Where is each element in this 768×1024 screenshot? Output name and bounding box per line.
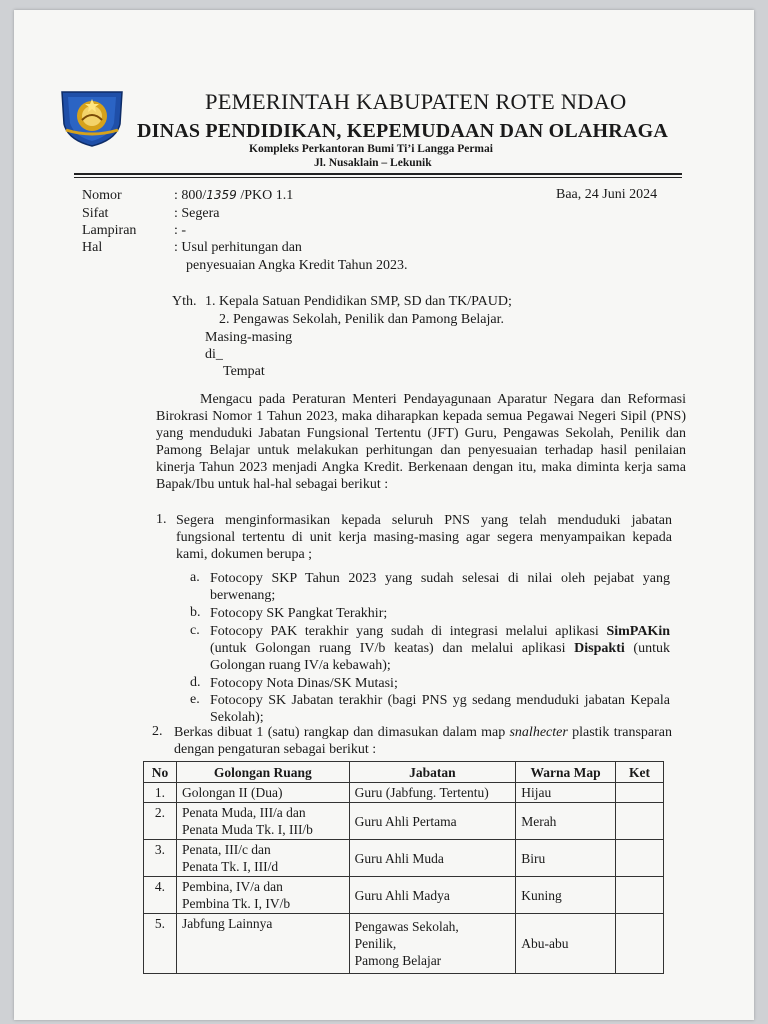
point-2-text — [174, 724, 672, 758]
table-row — [144, 914, 664, 974]
cell-ket — [616, 803, 664, 840]
cell-golongan-line-2: Pembina Tk. I, IV/b — [181, 896, 291, 911]
subitem-c-letter: c. — [190, 623, 200, 638]
hal-value-2: penyesuaian Angka Kredit Tahun 2023. — [186, 258, 408, 273]
cell-golongan — [176, 877, 349, 914]
cell-ket — [616, 840, 664, 877]
cell-no: 1. — [144, 783, 177, 803]
table-row — [144, 877, 664, 914]
cell-ket — [616, 914, 664, 974]
cell-golongan — [176, 840, 349, 877]
recipient-3: Masing-masing — [205, 330, 293, 345]
subitem-d-letter: d. — [190, 675, 201, 690]
table-row — [144, 803, 664, 840]
subitem-c-part-3: (untuk Golongan ruang IV/a kebawah); — [210, 641, 670, 673]
place-date: Baa, 24 Juni 2024 — [556, 187, 658, 202]
subitem-a-text: Fotocopy SKP Tahun 2023 yang sudah selesai di nilai oleh pejabat yang berwenang; — [210, 571, 670, 603]
cell-golongan-line-1: Pembina, IV/a dan — [181, 879, 283, 894]
cell-golongan-line-2: Penata Tk. I, III/d — [181, 859, 279, 874]
subitem-b-letter: b. — [190, 605, 201, 620]
yth-label: Yth. — [172, 294, 197, 309]
header-government: PEMERINTAH KABUPATEN ROTE NDAO — [205, 89, 627, 114]
cell-jabatan — [349, 914, 516, 974]
cell-golongan — [176, 803, 349, 840]
dispakti-app-name: Dispakti — [574, 641, 625, 656]
cell-golongan: Jabfung Lainnya — [176, 914, 349, 974]
cell-jabatan: Guru (Jabfung. Tertentu) — [349, 783, 516, 803]
cell-jabatan-line-3: Pamong Belajar — [354, 953, 442, 968]
cell-golongan-line-1: Penata Muda, III/a dan — [181, 805, 306, 820]
subitem-d-text: Fotocopy Nota Dinas/SK Mutasi; — [210, 676, 398, 691]
col-header-golongan: Golongan Ruang — [176, 762, 349, 783]
col-header-jabatan: Jabatan — [349, 762, 516, 783]
header-rule-thin — [74, 177, 682, 178]
nomor-label: Nomor — [82, 188, 122, 203]
recipient-4: di_ — [205, 347, 223, 362]
col-header-warna: Warna Map — [516, 762, 616, 783]
subitem-c-text — [210, 623, 670, 674]
regency-emblem-icon — [58, 86, 126, 148]
subitem-a-letter: a. — [190, 570, 200, 585]
header-address-2: Jl. Nusaklain – Lekunik — [314, 157, 432, 169]
cell-no: 3. — [144, 840, 177, 877]
body-paragraph: Mengacu pada Peraturan Menteri Pendayagunaan Aparatur Negara dan Reformasi Birokrasi Nomor 1 Tahun 2023, maka diharapkan kepada semua Pegawai Negeri Sipil (PNS) yang menduduki Jabatan Fungsional Tertentu (JFT) Guru, Pengawas Sekolah, Penilik dan Pamong Belajar untuk melakukan perhitungan dan penyesuaian terhadap hasil penilaian kinerja Tahun 2023 menjadi Angka Kredit. Berkenaan dengan itu, maka diminta kerja sama Bapak/Ibu untuk hal-hal sebagai berikut : — [156, 392, 686, 492]
sifat-label: Sifat — [82, 206, 109, 221]
cell-no: 2. — [144, 803, 177, 840]
cell-jabatan: Guru Ahli Muda — [349, 840, 516, 877]
subitem-b-text: Fotocopy SK Pangkat Terakhir; — [210, 606, 388, 621]
header-address-1: Kompleks Perkantoran Bumi Ti’i Langga Permai — [249, 143, 493, 155]
point-2-part-2: plastik transparan dengan pengaturan sebagai berikut : — [174, 725, 672, 757]
recipient-1: 1. Kepala Satuan Pendidikan SMP, SD dan TK/PAUD; — [205, 294, 512, 309]
header-department: DINAS PENDIDIKAN, KEPEMUDAAN DAN OLAHRAGA — [137, 120, 668, 142]
cell-jabatan: Guru Ahli Madya — [349, 877, 516, 914]
cell-jabatan: Guru Ahli Pertama — [349, 803, 516, 840]
hal-value-1: : Usul perhitungan dan — [174, 240, 302, 255]
lampiran-value: : - — [174, 223, 187, 238]
nomor-suffix: /PKO 1.1 — [236, 188, 294, 203]
table-header-row — [144, 762, 664, 783]
simpakin-app-name: SimPAKin — [606, 624, 670, 639]
snalhecter-term: snalhecter — [509, 725, 568, 740]
nomor-prefix: : 800/ — [174, 188, 207, 203]
subitem-e-letter: e. — [190, 692, 200, 707]
point-1-text: Segera menginformasikan kepada seluruh PNS yang telah menduduki jabatan fungsional tertentu di unit kerja masing-masing agar segera menyampaikan kepada kami, dokumen berupa ; — [176, 513, 672, 562]
cell-jabatan-line-1: Pengawas Sekolah, — [354, 919, 459, 934]
lampiran-label: Lampiran — [82, 223, 137, 238]
cell-warna: Merah — [516, 803, 616, 840]
cell-warna: Kuning — [516, 877, 616, 914]
hal-label: Hal — [82, 240, 103, 255]
cell-golongan-line-1: Penata, III/c dan — [181, 842, 271, 857]
cell-ket — [616, 783, 664, 803]
cell-golongan-line-2: Penata Muda Tk. I, III/b — [181, 822, 313, 837]
cell-warna: Abu-abu — [516, 914, 616, 974]
table-row — [144, 840, 664, 877]
sifat-value: : Segera — [174, 206, 220, 221]
col-header-ket: Ket — [616, 762, 664, 783]
subitem-e-text: Fotocopy SK Jabatan terakhir (bagi PNS yg sedang menduduki jabatan Kepala Sekolah); — [210, 693, 670, 725]
cell-warna: Biru — [516, 840, 616, 877]
subitem-c-part-1: Fotocopy PAK terakhir yang sudah di integrasi melalui aplikasi — [210, 624, 607, 639]
point-2-number: 2. — [152, 724, 163, 739]
cell-warna: Hijau — [516, 783, 616, 803]
recipient-2: 2. Pengawas Sekolah, Penilik dan Pamong Belajar. — [219, 312, 505, 327]
nomor-value — [174, 188, 293, 204]
cell-golongan: Golongan II (Dua) — [176, 783, 349, 803]
table-row — [144, 783, 664, 803]
letter-page — [14, 10, 754, 1020]
cell-ket — [616, 877, 664, 914]
cell-no: 5. — [144, 914, 177, 974]
cell-jabatan-line-2: Penilik, — [354, 936, 397, 951]
map-color-table — [143, 761, 664, 974]
recipient-5: Tempat — [223, 364, 265, 379]
subitem-c-part-2: (untuk Golongan ruang IV/b keatas) dan melalui aplikasi — [210, 641, 575, 656]
point-2-part-1: Berkas dibuat 1 (satu) rangkap dan dimasukan dalam map — [174, 725, 510, 740]
header-rule-thick — [74, 173, 682, 175]
cell-no: 4. — [144, 877, 177, 914]
col-header-no: No — [144, 762, 177, 783]
point-1-number: 1. — [156, 512, 167, 527]
nomor-handwritten: 1359 — [206, 188, 237, 202]
